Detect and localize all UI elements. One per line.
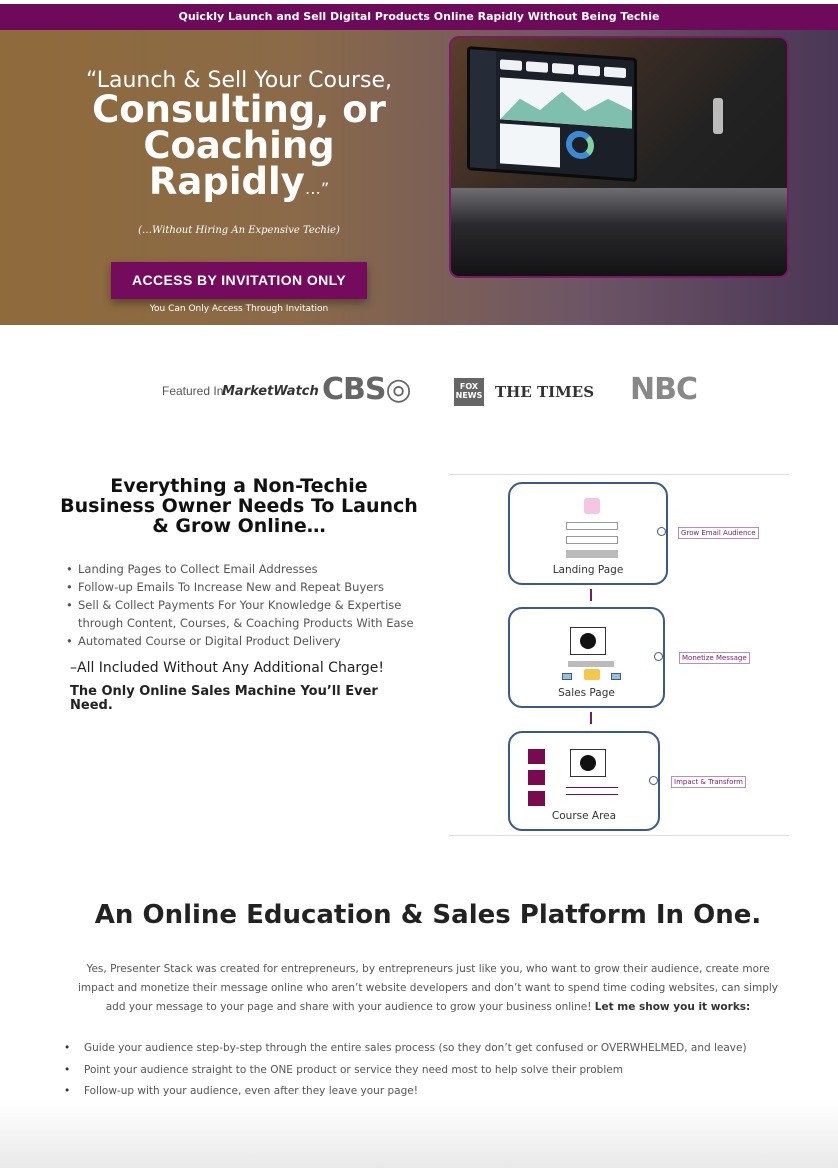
features-list: [64, 560, 424, 650]
only-machine-note: The Only Online Sales Machine You’ll Ever Need.: [70, 684, 378, 713]
course-area-stage: [508, 731, 660, 831]
list-item: • Follow-up with your audience, even after they leave your page!: [64, 1081, 824, 1103]
stage-tag: Monetize Message: [679, 652, 750, 664]
included-note: –All Included Without Any Additional Charge!: [70, 660, 385, 676]
stage-caption: Course Area: [551, 810, 617, 822]
nbc-logo: NBC: [630, 372, 697, 407]
marketwatch-logo: MarketWatch: [222, 384, 319, 399]
laptop-dashboard-image: [449, 36, 789, 278]
hero-quote-line: “Launch & Sell Your Course,: [85, 68, 392, 93]
platform-paragraph: Yes, Presenter Stack was created for entrepreneurs, by entrepreneurs just like you, who want to grow their audience, create more impact and monetize their message online who aren’t website developers and don’t want to spend time coding websites, can simply add your message to your page and share with your audience to grow your business online! Let me show you it works:: [77, 963, 779, 1013]
bottom-fade: [0, 1100, 838, 1168]
landing-page-stage: [508, 482, 668, 585]
stage-caption: Landing Page: [552, 564, 624, 576]
stage-tag: Grow Email Audience: [678, 527, 759, 539]
platform-bullets: [64, 1038, 824, 1103]
hero-headline: Consulting, or Coaching Rapidly…”: [92, 88, 386, 203]
featured-label: Featured In:: [162, 384, 227, 398]
list-item: • Guide your audience step-by-step through the entire sales process (so they don’t get confused or OVERWHELMED, and leave): [64, 1038, 824, 1060]
cta-note: You Can Only Access Through Invitation: [149, 304, 329, 314]
sales-page-stage: [508, 607, 665, 708]
access-invitation-button[interactable]: ACCESS BY INVITATION ONLY: [111, 262, 367, 299]
platform-heading: An Online Education & Sales Platform In One.: [94, 900, 762, 930]
funnel-diagram: [449, 474, 789, 836]
announcement-bar: Quickly Launch and Sell Digital Products Online Rapidly Without Being Techie: [0, 4, 838, 30]
featured-in-logos: [0, 370, 838, 414]
list-item: • Sell & Collect Payments For Your Knowledge & Expertise through Content, Courses, & Coaching Products With Ease: [64, 596, 424, 632]
list-item: • Point your audience straight to the ONE product or service they need most to help solve their problem: [64, 1060, 824, 1082]
stage-tag: Impact & Transform: [671, 776, 746, 788]
list-item: • Follow-up Emails To Increase New and Repeat Buyers: [64, 578, 424, 596]
list-item: • Automated Course or Digital Product Delivery: [64, 632, 424, 650]
list-item: • Landing Pages to Collect Email Addresses: [64, 560, 424, 578]
cbs-logo: CBS◎: [322, 372, 411, 407]
fox-news-logo: FOX NEWS: [454, 378, 484, 406]
the-times-logo: THE TIMES: [495, 383, 595, 401]
stage-caption: Sales Page: [558, 687, 615, 699]
hero-section: [0, 30, 838, 325]
features-heading: Everything a Non-Techie Business Owner Needs To Launch & Grow Online…: [60, 475, 418, 537]
hero-subtitle: (…Without Hiring An Expensive Techie): [138, 225, 340, 236]
